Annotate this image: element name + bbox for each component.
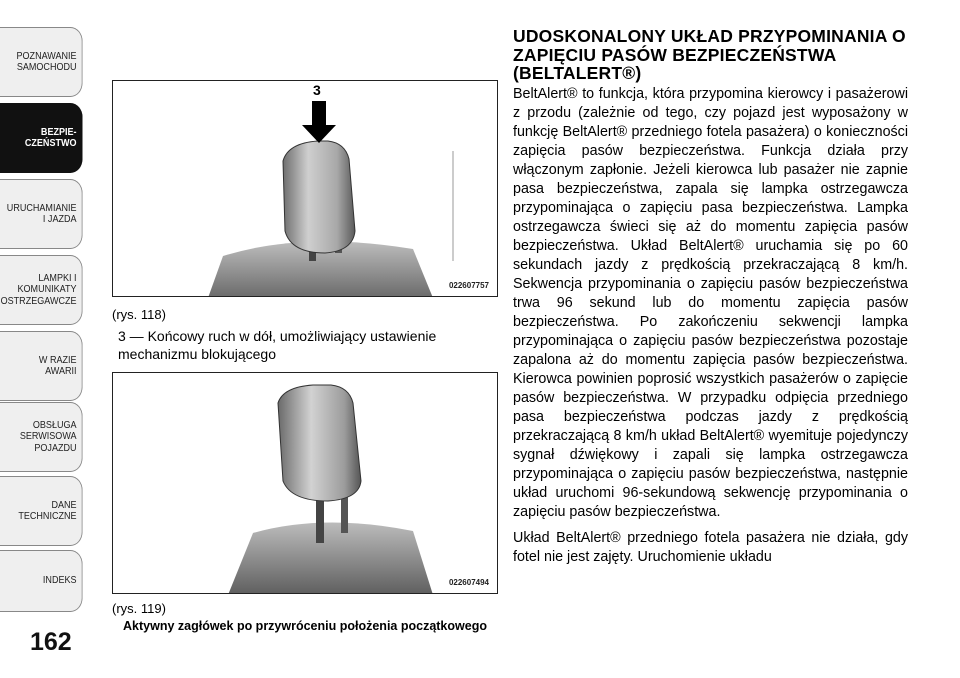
- nav-tab-poznawanie-samochodu[interactable]: POZNAWANIE SAMOCHODU: [0, 27, 83, 97]
- headrest: [283, 141, 355, 253]
- body-paragraph-2: Układ BeltAlert® przedniego fotela pasażera nie działa, gdy fotel nie jest zajęty. Uruchomienie układu: [513, 530, 908, 565]
- headrest: [278, 385, 361, 501]
- nav-tab-obsluga-serwisowa[interactable]: OBSŁUGA SERWISOWA POJAZDU: [0, 402, 83, 472]
- figure-ref-119: (rys. 119): [112, 601, 166, 616]
- figure-ref-118: (rys. 118): [112, 307, 166, 322]
- figure-code: 022607757: [448, 281, 489, 290]
- nav-tab-uruchamianie-i-jazda[interactable]: URUCHAMIANIE I JAZDA: [0, 179, 83, 249]
- nav-tab-lampki-i-komunikaty[interactable]: LAMPKI I KOMUNIKATY OSTRZEGAWCZE: [0, 255, 83, 325]
- down-arrow-icon: [302, 125, 336, 143]
- nav-tab-w-razie-awarii[interactable]: W RAZIE AWARII: [0, 331, 83, 401]
- figure-active-headrest: [112, 372, 498, 594]
- body-paragraph-1: BeltAlert® to funkcja, która przypomina kierowcy i pasażerowi z przodu (zależnie od tego, czy pojazd jest wyposażony w funkcję BeltAlert® przedniego fotela pasażera) o konieczności zapięcia pasów bezpieczeństwa. Funkcja działa przy włączonym zapłonie. Jeżeli kierowca lub pasażer nie zapnie pasa bezpieczeństwa, zapala się lampka ostrzegawcza przypominająca o zapięciu pasa bezpieczeństwa. Lampka ostrzegawcza świeci się aż do momentu zapięcia pasów bezpieczeństwa. Układ BeltAlert® uruchamia się po 60 sekundach jazdy z prędkością przekraczającą 8 km/h. Sekwencja przypominania o zapięciu pasów bezpieczeństwa trwa 96 sekund lub do momentu zapięcia pasów bezpieczeństwa. Po zakończeniu sekwencji lampka przypominająca o zapięciu pasów bezpieczeństwa pozostaje zapalona aż do momentu zapięcia pasów bezpieczeństwa. Kierowca powinien poprosić wszystkich pasażerów o zapięcie pasów bezpieczeństwa. W przypadku odpięcia przedniego pasa bezpieczeństwa podczas jazdy z prędkością przekraczającą 8 km/h układ BeltAlert® wyemituje pojedynczy sygnał dźwiękowy i zapali się lampka ostrzegawcza przypominająca o zapięciu pasów bezpieczeństwa, następnie układ uruchomi 96-sekundową sekwencję przypominania o zapięciu pasów bezpieczeństwa.: [513, 86, 908, 520]
- callout-number: 3: [313, 82, 321, 98]
- headrest-illustration-2: [113, 373, 498, 594]
- figure-caption-119: Aktywny zagłówek po przywróceniu położenia początkowego: [123, 619, 487, 633]
- chapter-nav: [0, 0, 98, 678]
- section-heading: UDOSKONALONY UKŁAD PRZYPOMINANIA O ZAPIĘCIU PASÓW BEZPIECZEŃSTWA (BELTALERT®): [513, 26, 906, 83]
- page-number: 162: [30, 628, 72, 656]
- nav-tab-dane-techniczne[interactable]: DANE TECHNICZNE: [0, 476, 83, 546]
- nav-tab-bezpieczenstwo[interactable]: BEZPIE- CZEŃSTWO: [0, 103, 83, 173]
- seat-back: [228, 522, 433, 594]
- nav-tab-indeks[interactable]: INDEKS: [0, 550, 83, 612]
- figure-caption-118: 3 — Końcowy ruch w dół, umożliwiający ustawienie mechanizmu blokującego: [118, 328, 437, 362]
- headrest-illustration: [113, 81, 498, 297]
- figure-code: 022607494: [448, 578, 489, 587]
- section-body: [513, 85, 908, 567]
- figure-headrest-adjust: [112, 80, 498, 297]
- down-arrow-shaft: [312, 101, 326, 127]
